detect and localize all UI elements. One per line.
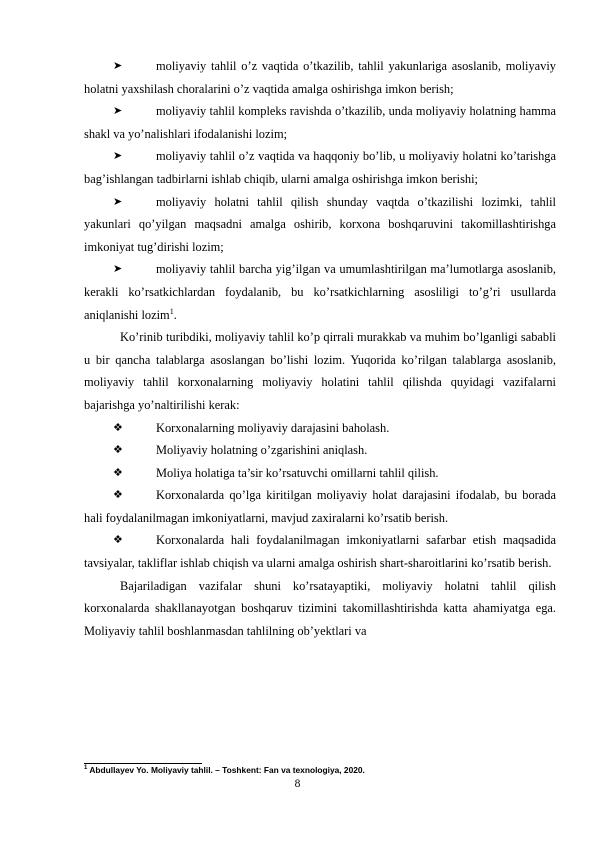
paragraph: Bajariladigan vazifalar shuni ko’rsatayaptiki, moliyaviy holatni tahlil qilish korxonalarda shakllanayotgan boshqaruv tizimini takomillashtirishda katta ahamiyatga ega. Moliyaviy tahlil boshlanmasdan tahlilning ob’yektlari va [84,578,556,638]
list-item-text: Korxonalarda hali foydalanilmagan imkoniyatlarni safarbar etish maqsadida tavsiyalar, takliflar ishlab chiqish va ularni amalga oshirish shart-sharoitlarini ko’rsatib berish. [84,533,556,571]
arrowhead-bullet-icon: ➤ [113,59,123,72]
footnote-number: 1 [84,765,88,772]
arrow-list-item [84,258,556,326]
diamond-list-item [84,439,556,462]
footnote-divider [84,763,202,764]
footnote-reference[interactable]: 1 [169,306,174,316]
diamond-list-item [84,417,556,440]
diamond-bullet-icon: ❖ [113,443,123,457]
diamond-list-item [84,462,556,485]
arrow-list-item [84,191,556,259]
list-item-text: moliyaviy tahlil o’z vaqtida va haqqoniy bo’lib, u moliyaviy holatni ko’tarishga bag’ishlangan tadbirlarni ishlab chiqib, ularni amalga oshirishga imkon berishi; [84,149,556,186]
diamond-bullet-icon: ❖ [113,420,123,434]
arrow-list-item [84,55,556,100]
arrowhead-bullet-icon: ➤ [113,262,123,276]
list-item-text: Moliya holatiga ta’sir ko’rsatuvchi omillarni tahlil qilish. [156,465,439,480]
paragraph: Ko’rinib turibdiki, moliyaviy tahlil ko’p qirrali murakkab va muhim bo’lganligi sababli u bir qancha talablarga asoslangan bo’lishi lozim. Yuqorida ko’rilgan talablarga asoslanib, moliyaviy tahlil korxonalarning moliyaviy holatini tahlil qilishda quyidagi vazifalarni bajarishga yo’naltirilishi kerak: [84,330,556,412]
page-number: 8 [294,778,301,790]
list-item-text: moliyaviy tahlil barcha yig’ilgan va umumlashtirilgan ma’lumotlarga asoslanib, kerakli ko’rsatkichlardan foydalanib, bu ko’rsatkichlarning asosliligi to’g’ri usullarda aniqlanishi lozim$^1$. [84,262,556,322]
list-item-text: moliyaviy tahlil kompleks ravishda o’tkazilib, unda moliyaviy holatning hamma shakl va yo’nalishlari ifodalanishi lozim; [84,104,556,141]
diamond-bullet-icon: ❖ [113,465,123,479]
body-text [84,55,556,642]
arrowhead-bullet-icon: ➤ [113,149,123,163]
list-item-text: Moliyaviy holatning o’zgarishini aniqlash. [156,443,368,458]
diamond-list-item [84,529,556,574]
list-item-text: moliyaviy holatni tahlil qilish shunday vaqtda o’tkazilishi lozimki, tahlil yakunlari qo’yilgan maqsadni amalga oshirib, korxona boshqaruvini takomillashtirishga imkoniyat tug’dirishi lozim; [84,194,556,254]
footnote [84,765,556,776]
arrowhead-bullet-icon: ➤ [113,104,123,118]
list-item-text-body: moliyaviy tahlil barcha yig’ilgan va umumlashtirilgan ma’lumotlarga asoslanib, kerakli ko’rsatkichlardan foydalanib, bu ko’rsatkichlarning asosliligi to’g’ri usullarda aniqlanishi lozim [84,262,556,322]
diamond-list-item [84,484,556,529]
diamond-bullet-icon: ❖ [113,533,123,547]
diamond-bullet-icon: ❖ [113,488,123,502]
arrow-list-item [84,100,556,145]
list-item-text: Korxonalarning moliyaviy darajasini baholash. [156,420,390,435]
arrow-list-item [84,145,556,190]
list-item-text: moliyaviy tahlil o’z vaqtida o’tkazilib, tahlil yakunlariga asoslanib, moliyaviy holatni yaxshilash choralarini o’z vaqtida amalga oshirishga imkon berish; [84,59,556,96]
list-item-text: Korxonalarda qo’lga kiritilgan moliyaviy holat darajasini ifodalab, bu borada hali foydalanilmagan imkoniyatlarni, mavjud zaxiralarni ko’rsatib berish. [84,488,556,525]
footnote-text: Abdullayev Yo. Moliyaviy tahlil. – Toshkent: Fan va texnologiya, 2020. [87,765,365,775]
arrowhead-bullet-icon: ➤ [113,194,123,208]
